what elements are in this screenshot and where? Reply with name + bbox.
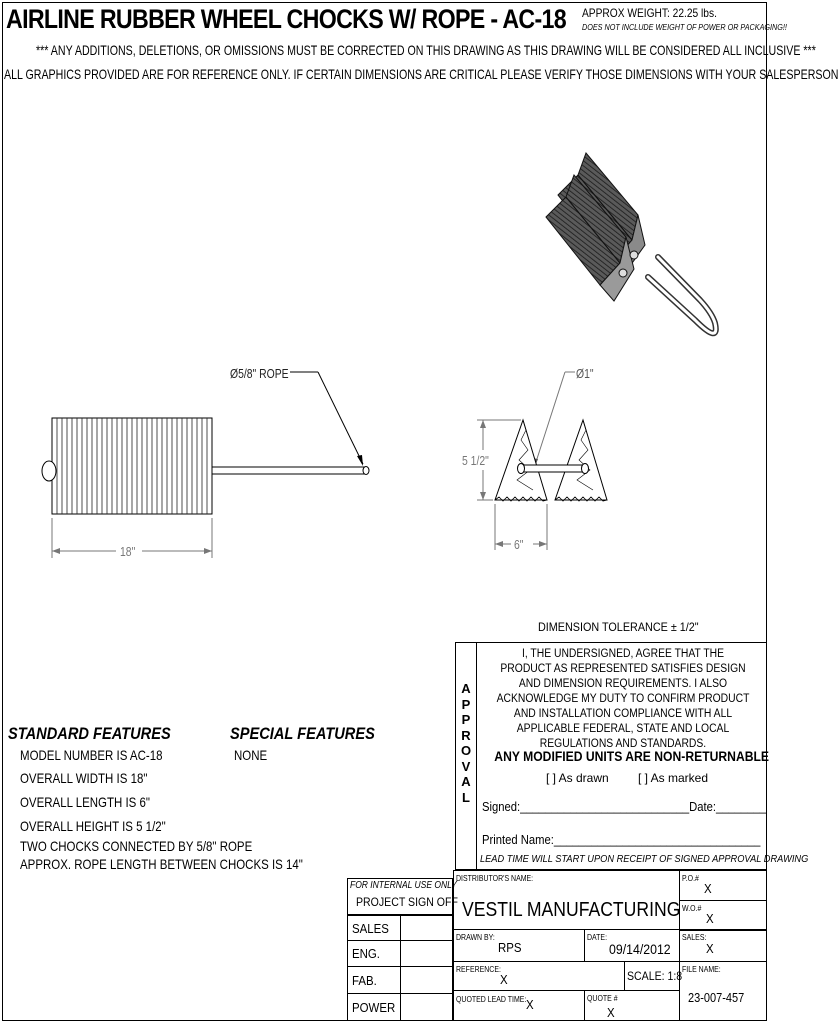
quote-value: X [607, 1005, 615, 1020]
width-dimension-label: 18" [120, 544, 136, 559]
drawn-by-label: DRAWN BY: [456, 932, 495, 942]
signoff-power-label: POWER [352, 1000, 396, 1015]
po-value: X [704, 881, 712, 896]
wo-label: W.O.# [682, 903, 702, 913]
signoff-row-fab[interactable] [347, 966, 453, 994]
signoff-row-eng[interactable] [347, 940, 453, 967]
approval-letter: A [461, 681, 471, 696]
as-marked-checkbox[interactable]: [ ] As marked [638, 771, 709, 785]
date-label: DATE: [587, 932, 608, 942]
notice-line-2: ALL GRAPHICS PROVIDED ARE FOR REFERENCE ONLY. IF CERTAIN DIMENSIONS ARE CRITICAL PLEASE VERIFY THOSE DIMENSIONS WITH YOUR SALESPERSON [4, 66, 838, 82]
standard-feature-item: OVERALL HEIGHT IS 5 1/2" [20, 818, 166, 834]
approx-weight: APPROX WEIGHT: 22.25 lbs. [582, 6, 717, 20]
scale-cell [624, 961, 683, 991]
date-cell [584, 929, 680, 962]
approval-side-column [456, 643, 477, 869]
approval-box [455, 642, 809, 870]
signoff-row-sales[interactable] [347, 915, 453, 941]
wo-cell[interactable] [679, 900, 767, 931]
standard-feature-item: OVERALL WIDTH IS 18" [20, 770, 148, 786]
approval-letter: A [461, 774, 471, 789]
distributor-label: DISTRIBUTOR'S NAME: [456, 873, 534, 883]
drawn-by-cell [453, 929, 585, 962]
special-features-title: SPECIAL FEATURES [230, 724, 375, 743]
sales-cell[interactable] [679, 929, 767, 962]
weight-note: DOES NOT INCLUDE WEIGHT OF POWER OR PACKAGING!! [582, 22, 787, 32]
quote-label: QUOTE # [587, 993, 618, 1003]
approval-side-label [461, 681, 471, 805]
approval-letter: V [461, 758, 471, 774]
approval-letter: R [461, 727, 471, 743]
sales-value: X [706, 941, 714, 956]
standard-feature-item: TWO CHOCKS CONNECTED BY 5/8" ROPE [20, 838, 253, 854]
standard-feature-item: MODEL NUMBER IS AC-18 [20, 747, 163, 763]
internal-use-label: FOR INTERNAL USE ONLY [350, 880, 457, 891]
drawing-title: AIRLINE RUBBER WHEEL CHOCKS W/ ROPE - AC-18 [6, 4, 566, 34]
signoff-header [347, 878, 458, 915]
signoff-eng-label: ENG. [352, 946, 380, 961]
printed-name-line[interactable]: Printed Name:_________________________________ [482, 833, 761, 847]
isometric-view [530, 145, 730, 360]
file-name-cell [679, 961, 767, 1021]
file-name-value: 23-007-457 [688, 991, 745, 1005]
distributor-cell [453, 870, 680, 930]
file-name-label: FILE NAME: [682, 964, 721, 974]
reference-cell[interactable] [453, 961, 625, 991]
special-feature-item: NONE [234, 747, 268, 763]
quoted-lead-time-cell[interactable] [453, 990, 585, 1021]
lead-time-notice: LEAD TIME WILL START UPON RECEIPT OF SIGNED APPROVAL DRAWING [480, 853, 809, 865]
signature-line[interactable]: Signed:___________________________Date:________ [482, 800, 767, 814]
approval-letter: L [462, 789, 470, 805]
side-view [30, 360, 390, 570]
non-returnable-notice: ANY MODIFIED UNITS ARE NON-RETURNABLE [494, 749, 770, 764]
standard-features-title: STANDARD FEATURES [8, 724, 171, 743]
dimension-tolerance: DIMENSION TOLERANCE ± 1/2" [538, 620, 699, 634]
length-dimension-label: 6" [514, 537, 524, 552]
date-value: 09/14/2012 [609, 941, 671, 957]
wo-value: X [706, 911, 714, 926]
signoff-row-power[interactable] [347, 993, 453, 1021]
approval-letter: P [461, 696, 471, 712]
drawn-by-value: RPS [498, 940, 522, 955]
signoff-sales-label: SALES [352, 921, 389, 936]
project-signoff-label: PROJECT SIGN OFF [356, 895, 458, 909]
reference-value: X [500, 972, 508, 987]
rope-diameter-label: Ø5/8" ROPE [230, 366, 289, 381]
po-cell[interactable] [679, 870, 767, 901]
quoted-lead-time-label: QUOTED LEAD TIME: [456, 994, 527, 1004]
height-dimension-label: 5 1/2" [462, 453, 489, 468]
signoff-fab-label: FAB. [352, 973, 377, 988]
scale-value: SCALE: 1:8 [627, 969, 683, 983]
standard-feature-item: APPROX. ROPE LENGTH BETWEEN CHOCKS IS 14" [20, 856, 303, 872]
reference-label: REFERENCE: [456, 964, 501, 974]
standard-feature-item: OVERALL LENGTH IS 6" [20, 794, 150, 810]
sales-label: SALES: [682, 932, 707, 942]
approval-letter: O [461, 743, 472, 758]
quoted-lead-time-value: X [526, 997, 534, 1012]
quote-cell[interactable] [584, 990, 680, 1021]
notice-line-1: *** ANY ADDITIONS, DELETIONS, OR OMISSIONS MUST BE CORRECTED ON THIS DRAWING AS THIS DRAWING WILL BE CONSIDERED ALL INCLUSIVE *** [36, 42, 816, 58]
approval-statement: I, THE UNDERSIGNED, AGREE THAT THE PRODUCT AS REPRESENTED SATISFIES DESIGN AND DIMENSION REQUIREMENTS. I ALSO ACKNOWLEDGE MY DUTY TO CONFIRM PRODUCT AND INSTALLATION COMPLIANCE WITH ALL APPLICABLE FEDERAL, STATE AND LOCAL REGULATIONS AND STANDARDS. [496, 648, 750, 750]
po-label: P.O.# [682, 873, 699, 883]
as-drawn-checkbox[interactable]: [ ] As drawn [546, 771, 609, 785]
approval-letter: P [461, 712, 471, 727]
distributor-name: VESTIL MANUFACTURING [462, 899, 681, 921]
rope-end-diameter-label: Ø1" [576, 366, 594, 381]
